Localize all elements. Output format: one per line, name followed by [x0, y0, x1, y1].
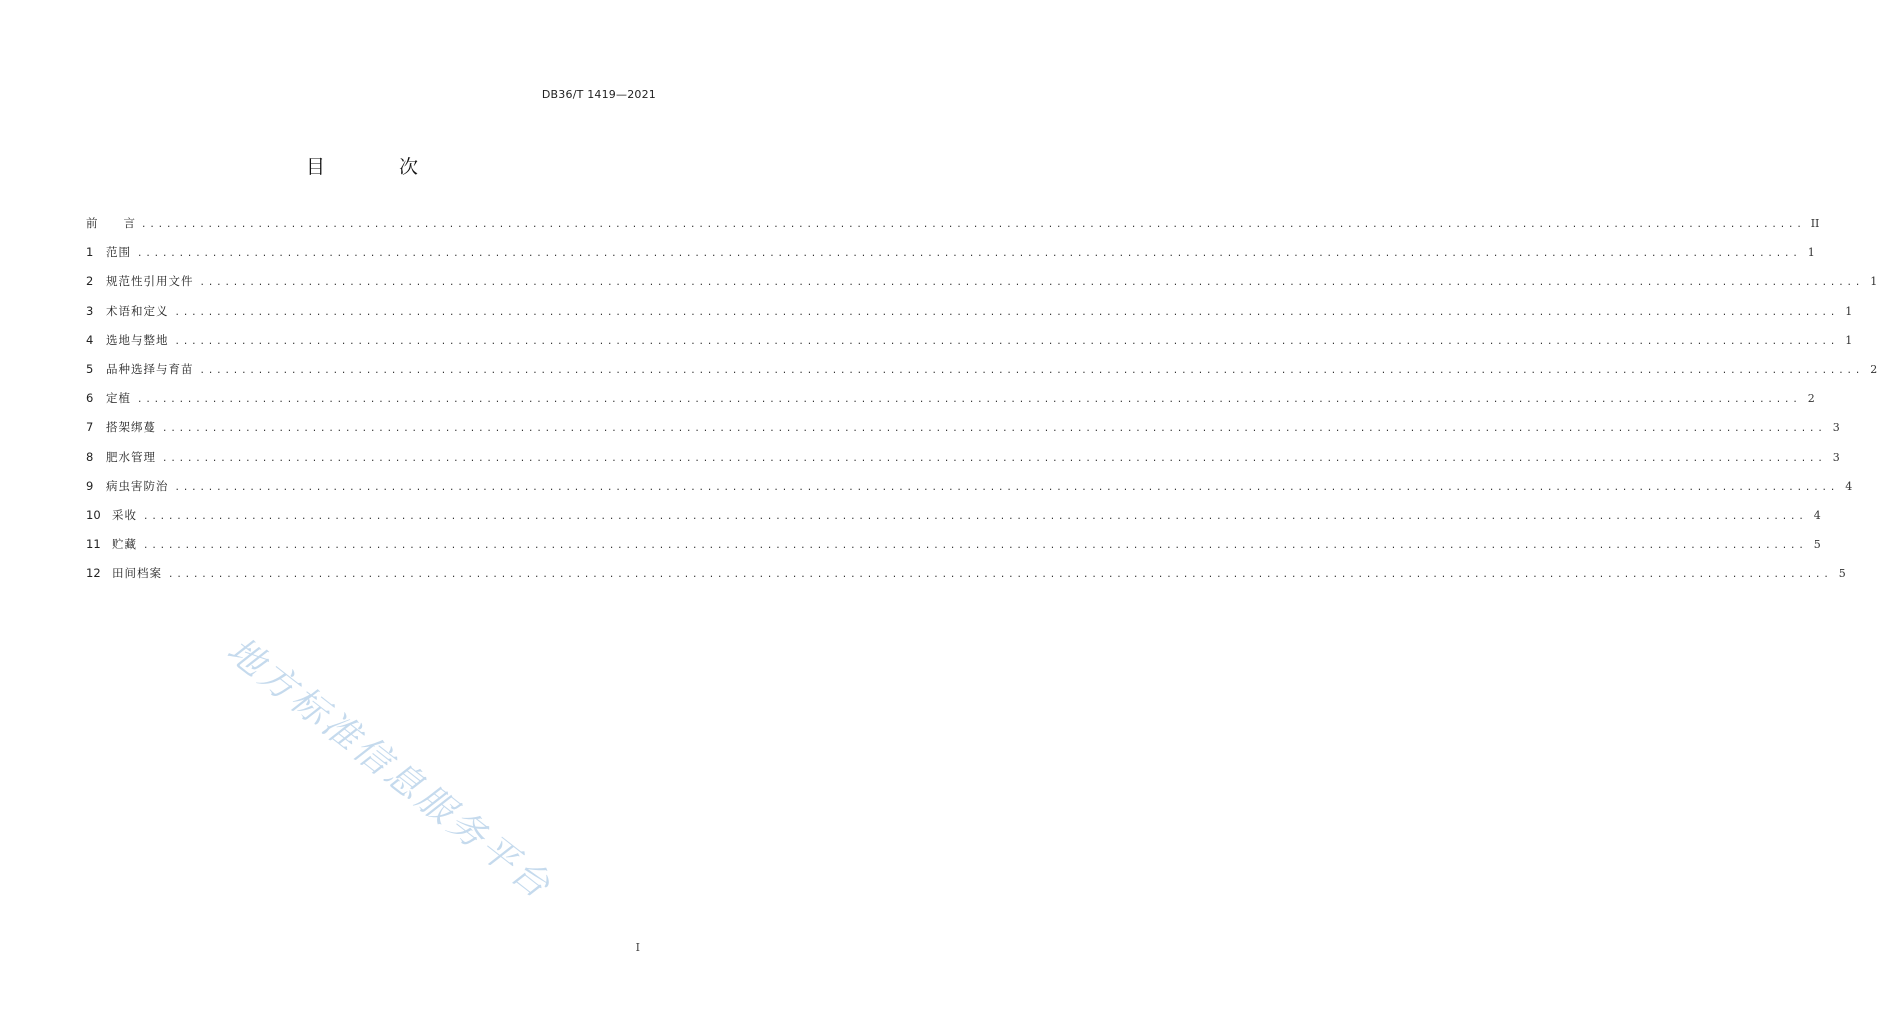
toc-entry-label: 品种选择与育苗 [106, 361, 194, 376]
toc-entry[interactable] [86, 419, 1840, 448]
toc-entry-number: 10 [86, 507, 101, 522]
toc-entry[interactable] [86, 273, 1877, 302]
toc-entry-page: 5 [1813, 538, 1821, 552]
toc-leader-dots: ........................................................................................................................................................................................................ [199, 278, 1864, 289]
toc-leader-dots: ........................................................................................................................................................................................................ [174, 307, 1839, 318]
toc-entry-number: 4 [86, 332, 94, 347]
toc-entry-number: 2 [86, 274, 94, 289]
toc-entry-page: 2 [1870, 362, 1877, 376]
toc-entry-page: 1 [1870, 275, 1877, 289]
toc-entry-page: 4 [1845, 479, 1853, 493]
toc-entry-label-part-1: 前 [86, 216, 98, 230]
toc-entry-number: 9 [86, 478, 94, 493]
toc-entry-page: 5 [1838, 567, 1846, 581]
toc-leader-dots: ........................................................................................................................................................................................................ [174, 482, 1839, 493]
toc-entry-page: 3 [1832, 450, 1840, 464]
toc-entry[interactable] [86, 536, 1821, 565]
document-code: DB36/T 1419—2021 [541, 88, 656, 101]
toc-entry[interactable] [86, 244, 1815, 273]
toc-entry-page: II [1810, 217, 1820, 230]
table-of-contents [86, 215, 1877, 594]
toc-entry-foreword[interactable] [86, 215, 1820, 244]
toc-entry-number: 5 [86, 361, 94, 376]
toc-entry-page: 2 [1807, 392, 1815, 406]
toc-entry-number: 6 [86, 391, 94, 406]
toc-leader-dots: ........................................................................................................................................................................................................ [141, 220, 1805, 230]
toc-entry-label: 术语和定义 [106, 303, 169, 318]
toc-entry[interactable] [86, 390, 1815, 419]
toc-entry-label: 范围 [106, 245, 131, 260]
toc-leader-dots: ........................................................................................................................................................................................................ [168, 570, 1832, 581]
toc-leader-dots: ........................................................................................................................................................................................................ [162, 424, 1826, 435]
toc-entry[interactable] [86, 361, 1877, 390]
toc-entry[interactable] [86, 507, 1821, 536]
toc-entry-number: 1 [86, 245, 94, 260]
toc-entry[interactable] [86, 449, 1840, 478]
toc-entry[interactable] [86, 332, 1853, 361]
toc-entry-label: 定植 [106, 391, 131, 406]
toc-entry-page: 1 [1845, 304, 1853, 318]
toc-leader-dots: ........................................................................................................................................................................................................ [137, 395, 1801, 406]
toc-entry[interactable] [86, 478, 1853, 507]
toc-leader-dots: ........................................................................................................................................................................................................ [143, 511, 1807, 522]
toc-entry-number: 7 [86, 420, 94, 435]
toc-entry[interactable] [86, 565, 1846, 594]
toc-leader-dots: ........................................................................................................................................................................................................ [199, 365, 1864, 376]
toc-entry-label: 贮藏 [112, 537, 137, 552]
toc-leader-dots: ........................................................................................................................................................................................................ [162, 453, 1826, 464]
toc-entry-number: 3 [86, 303, 94, 318]
toc-title: 目 次 [305, 156, 453, 178]
toc-entry[interactable] [86, 303, 1853, 332]
toc-entry-page: 1 [1845, 333, 1853, 347]
toc-leader-dots: ........................................................................................................................................................................................................ [143, 541, 1807, 552]
toc-entry-label: 选地与整地 [106, 332, 169, 347]
toc-entry-label: 搭架绑蔓 [106, 420, 156, 435]
toc-entry-page: 3 [1832, 421, 1840, 435]
toc-entry-page: 1 [1807, 246, 1815, 260]
toc-entry-label: 采收 [112, 507, 137, 522]
toc-entry-number: 12 [86, 566, 101, 581]
page-number: I [635, 941, 640, 954]
toc-entry-label-part-2: 言 [123, 216, 135, 230]
toc-entry-label [86, 215, 135, 231]
toc-entry-page: 4 [1813, 508, 1821, 522]
toc-entry-label: 肥水管理 [106, 449, 156, 464]
toc-leader-dots: ........................................................................................................................................................................................................ [137, 249, 1801, 260]
toc-leader-dots: ........................................................................................................................................................................................................ [174, 336, 1839, 347]
toc-entry-label: 规范性引用文件 [106, 274, 194, 289]
toc-entry-number: 8 [86, 449, 94, 464]
watermark: 地方标准信息服务平台 [219, 629, 560, 909]
toc-entry-label: 田间档案 [112, 566, 162, 581]
toc-entry-label: 病虫害防治 [106, 478, 169, 493]
toc-entry-number: 11 [86, 537, 101, 552]
